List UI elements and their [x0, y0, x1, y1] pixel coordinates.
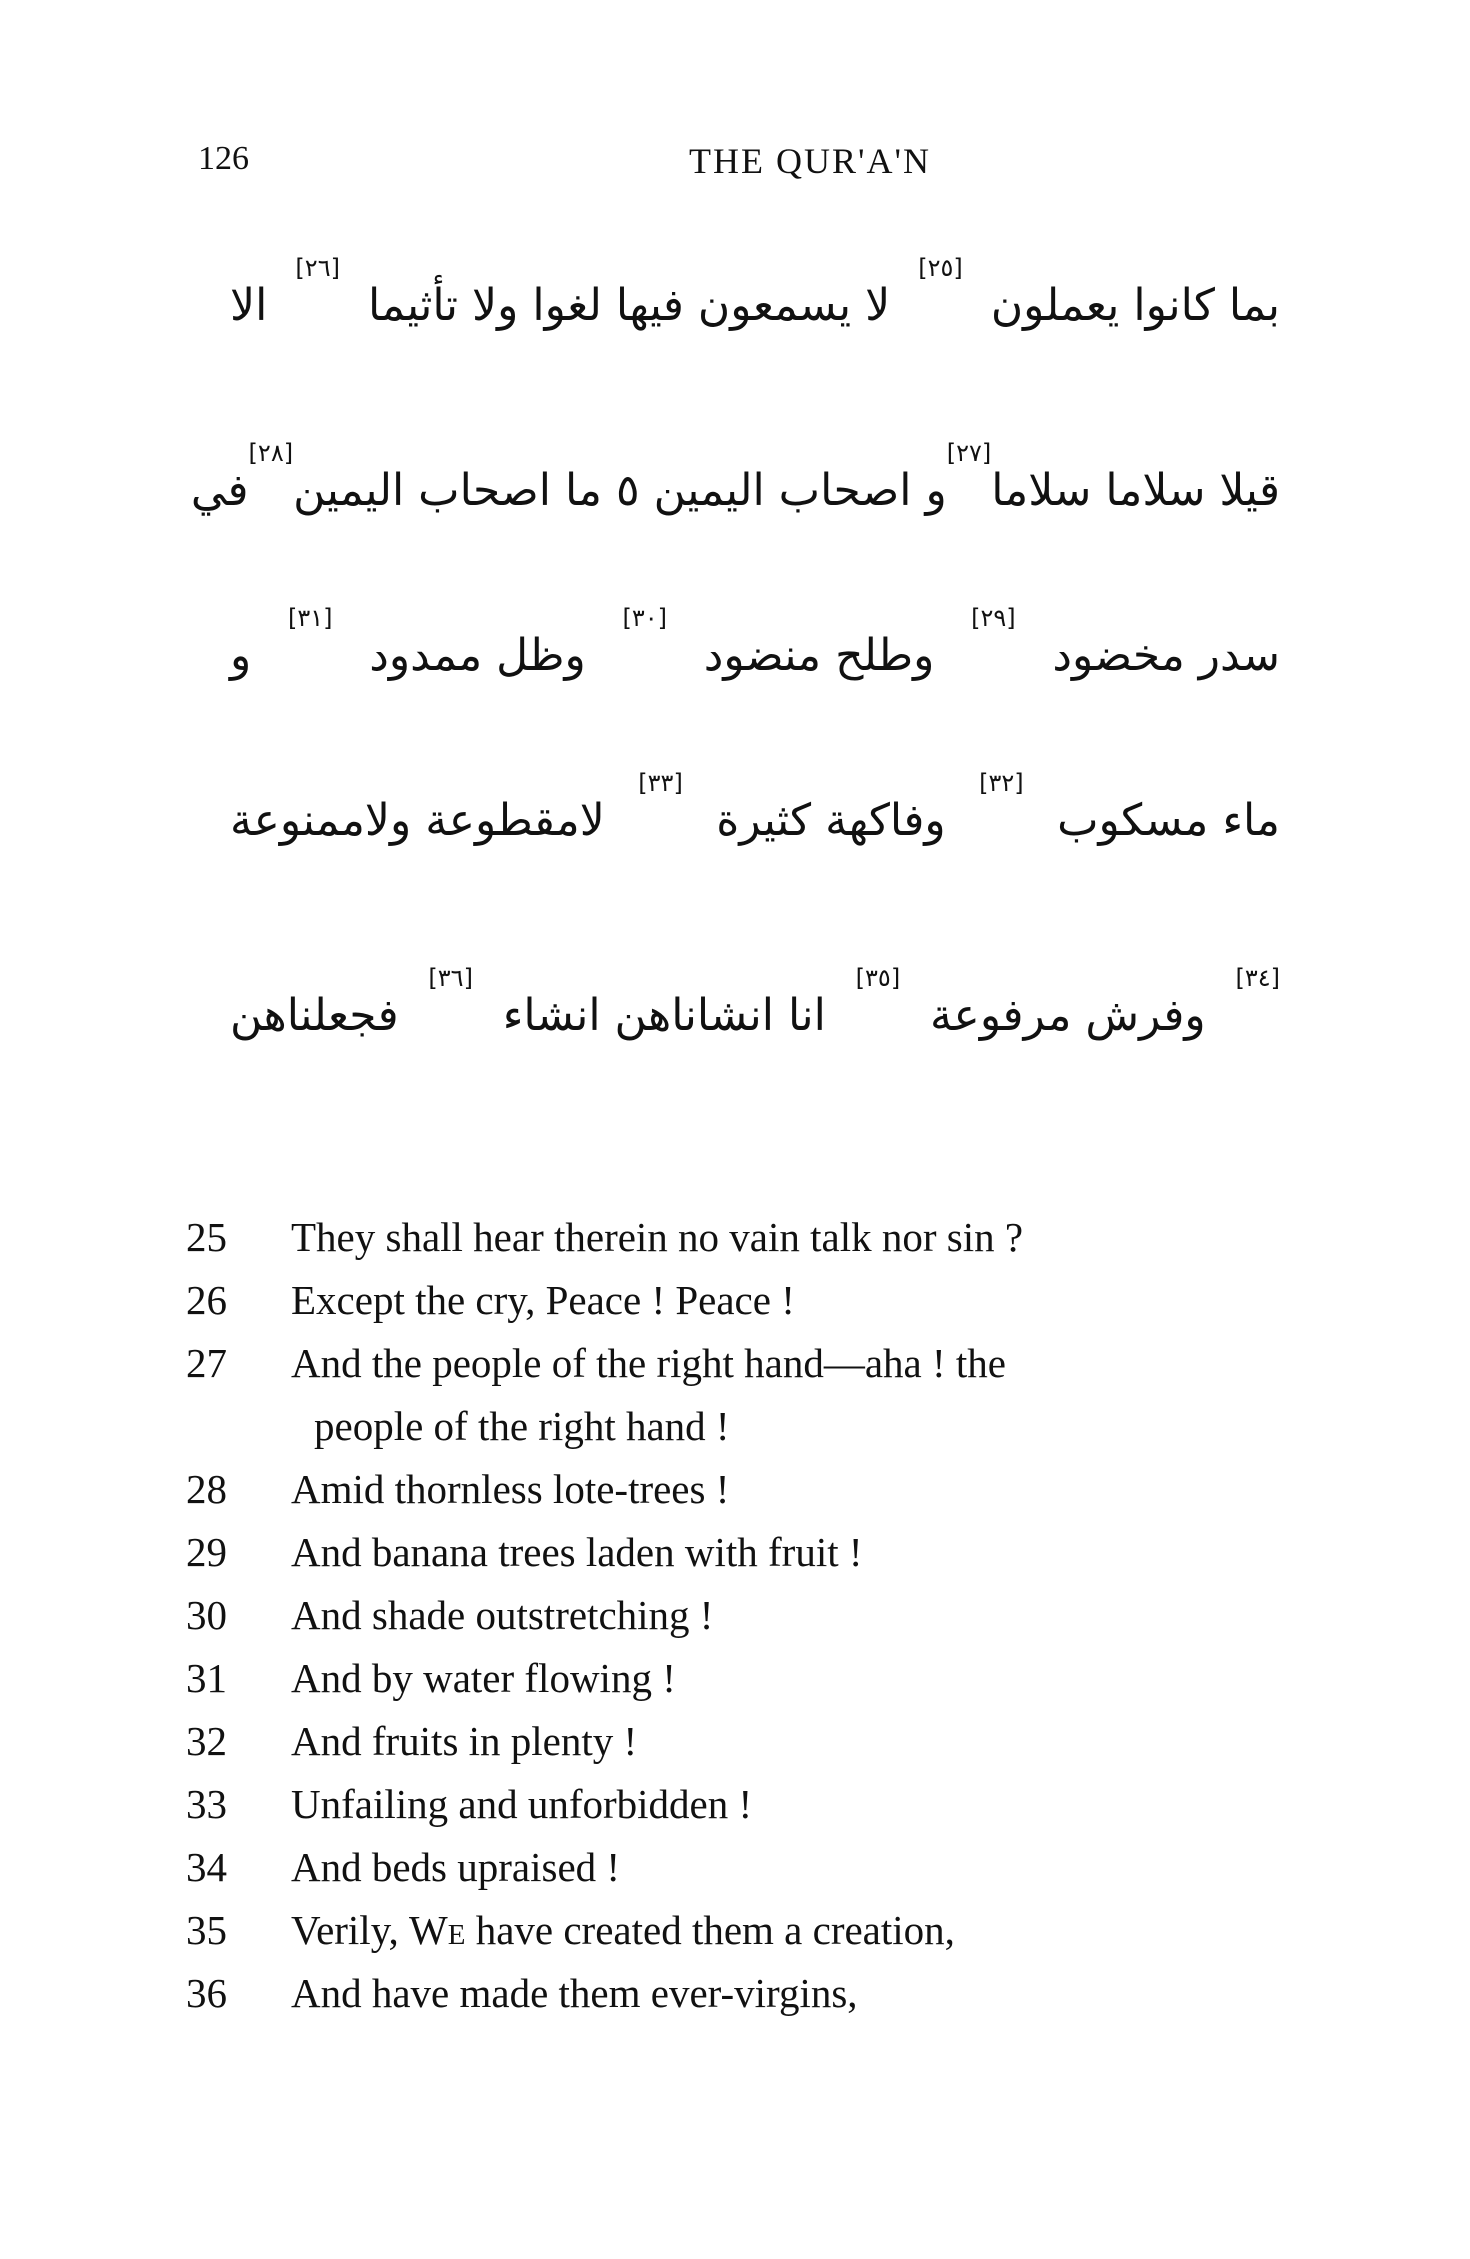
verse-row — [186, 1464, 1336, 1527]
arabic-line — [190, 439, 1280, 516]
verse-marker: [٢٧] — [946, 439, 992, 467]
verse-text: Amid thornless lote-trees ! — [291, 1466, 730, 1512]
verse-text: And shade outstretching ! — [291, 1592, 714, 1638]
verse-row — [186, 1905, 1336, 1968]
arabic-segment: و اصحاب اليمين ٥ ما اصحاب اليمين — [293, 465, 947, 516]
verse-text: And beds upraised ! — [291, 1844, 621, 1890]
verse-continuation: people of the right hand ! — [314, 1403, 730, 1449]
arabic-segment: و — [230, 630, 252, 681]
page-number: 126 — [198, 140, 249, 177]
verse-row — [186, 1716, 1336, 1779]
verse-number: 28 — [186, 1466, 227, 1512]
verse-text: And have made them ever-virgins, — [291, 1970, 858, 2016]
arabic-segment: في — [190, 465, 249, 516]
verse-number: 29 — [186, 1529, 227, 1575]
verse-marker: [٣٤] — [1235, 964, 1280, 992]
verse-text: Except the cry, Peace ! Peace ! — [291, 1277, 795, 1323]
arabic-segment: سدر مخضود — [1052, 630, 1280, 681]
verse-marker: [٣٥] — [855, 964, 901, 992]
translation-verses — [186, 1212, 1336, 2031]
arabic-line — [230, 964, 1280, 1041]
verse-marker: [٣١] — [287, 604, 333, 632]
arabic-segment: ماء مسكوب — [1057, 795, 1280, 846]
verse-row — [186, 1212, 1336, 1275]
verse-row — [186, 1968, 1336, 2031]
verse-number: 30 — [186, 1592, 227, 1638]
verse-row — [186, 1653, 1336, 1716]
verse-number: 26 — [186, 1277, 227, 1323]
verse-marker: [٢٨] — [248, 439, 294, 467]
arabic-segment: وفرش مرفوعة — [929, 990, 1206, 1041]
arabic-segment: وظل ممدود — [369, 630, 586, 681]
arabic-line — [230, 769, 1280, 846]
verse-number: 33 — [186, 1781, 227, 1827]
verse-row — [186, 1590, 1336, 1653]
verse-number: 35 — [186, 1907, 227, 1953]
verse-marker: [٣٢] — [979, 769, 1024, 797]
verse-row — [186, 1275, 1336, 1338]
verse-marker: [٢٦] — [295, 254, 340, 282]
verse-text: And banana trees laden with fruit ! — [291, 1529, 863, 1575]
verse-row — [186, 1527, 1336, 1590]
verse-marker: [٣٣] — [638, 769, 683, 797]
arabic-line — [230, 254, 1280, 331]
verse-row — [186, 1842, 1336, 1905]
verse-text: Verily, We have created them a creation, — [291, 1907, 955, 1953]
verse-marker: [٢٥] — [918, 254, 963, 282]
arabic-segment: قيلا سلاما سلاما — [991, 465, 1280, 516]
arabic-segment: وطلح منضود — [703, 630, 935, 681]
verse-number: 32 — [186, 1718, 227, 1764]
verse-marker: [٣٦] — [428, 964, 473, 992]
arabic-segment: وفاكهة كثيرة — [716, 795, 946, 846]
page-header — [0, 140, 1470, 190]
arabic-segment: بما كانوا يعملون — [990, 280, 1280, 331]
arabic-segment: لا يسمعون فيها لغوا ولا تأثيما — [368, 280, 891, 331]
verse-marker: [٢٩] — [971, 604, 1016, 632]
verse-number: 36 — [186, 1970, 227, 2016]
verse-text: Unfailing and unforbidden ! — [291, 1781, 753, 1827]
verse-text: And by water flowing ! — [291, 1655, 676, 1701]
arabic-segment: لامقطوعة ولاممنوعة — [230, 795, 605, 846]
verse-row — [186, 1779, 1336, 1842]
arabic-segment: انا انشاناهن انشاء — [502, 990, 826, 1041]
arabic-line — [230, 604, 1280, 681]
verse-marker: [٣٠] — [622, 604, 668, 632]
verse-number: 34 — [186, 1844, 227, 1890]
verse-number: 25 — [186, 1214, 227, 1260]
arabic-segment: فجعلناهن — [230, 990, 399, 1041]
verse-text: And fruits in plenty ! — [291, 1718, 638, 1764]
verse-text: They shall hear therein no vain talk nor sin ? — [291, 1214, 1024, 1260]
verse-row — [186, 1338, 1336, 1401]
verse-number: 31 — [186, 1655, 227, 1701]
verse-number: 27 — [186, 1340, 227, 1386]
running-title: THE QUR'A'N — [689, 141, 931, 181]
arabic-segment: الا — [230, 280, 268, 331]
verse-text: And the people of the right hand—aha ! the — [291, 1340, 1006, 1386]
